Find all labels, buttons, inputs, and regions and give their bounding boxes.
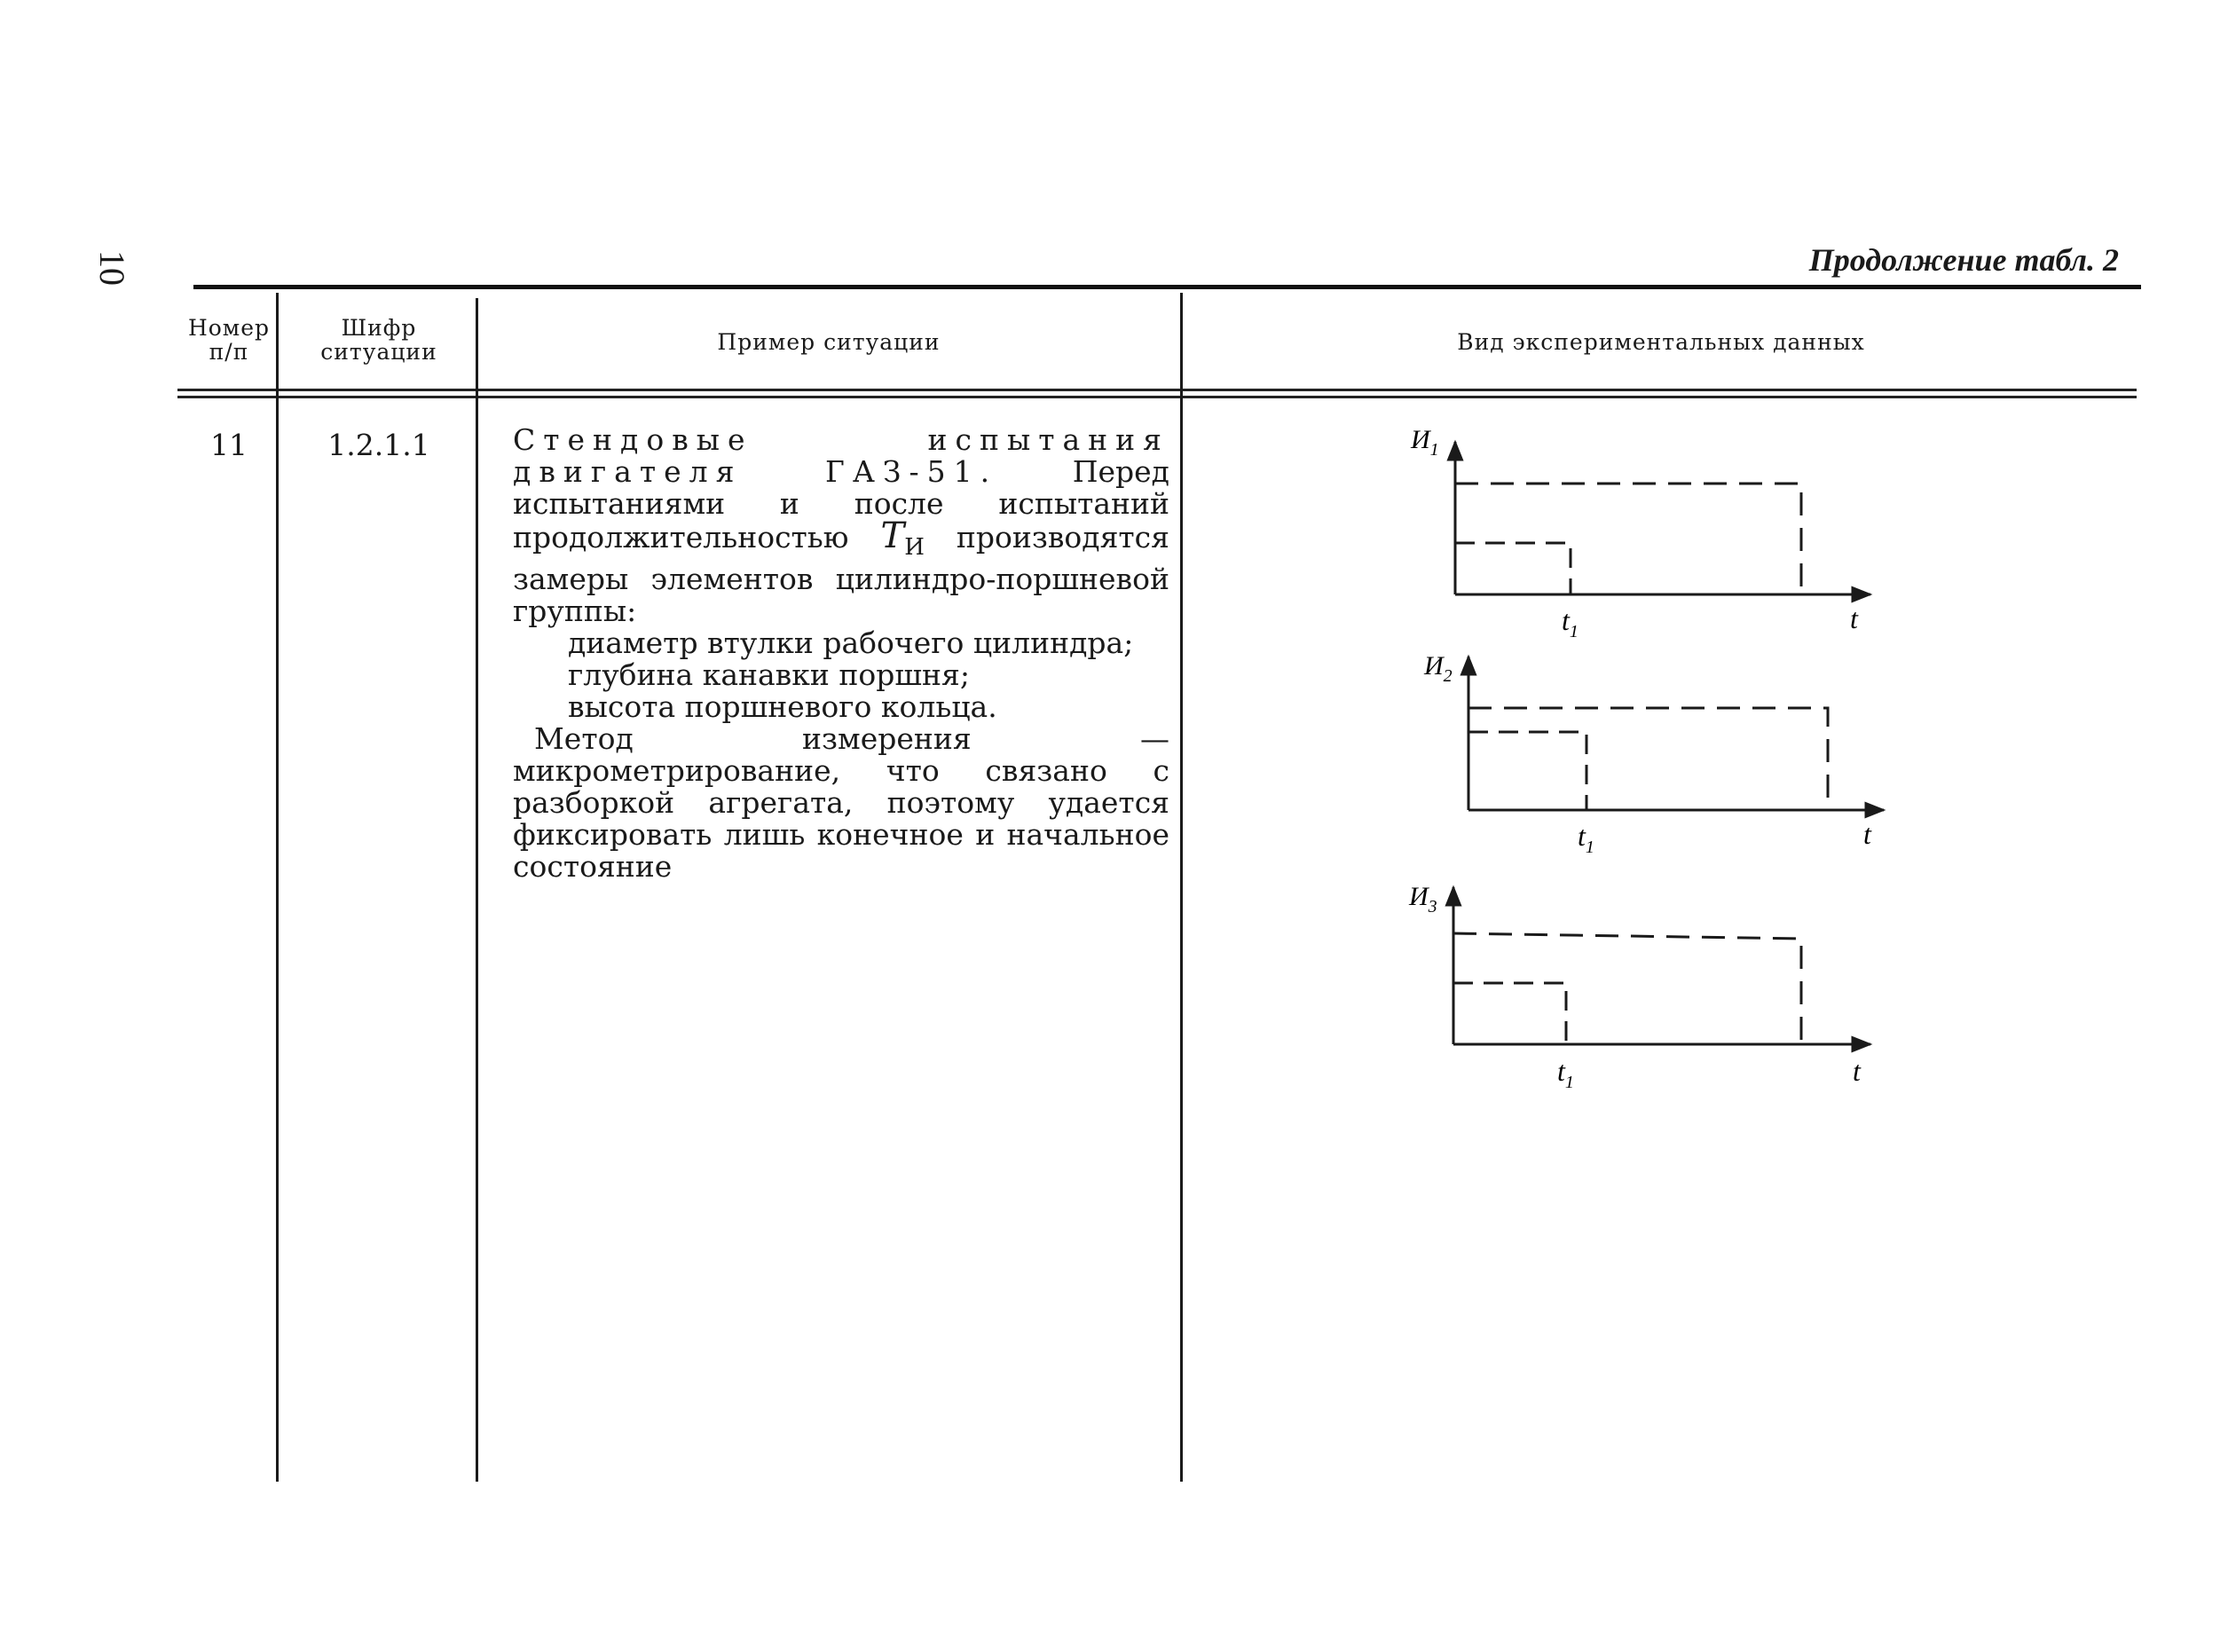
experimental-data-diagrams [1384, 417, 1917, 1091]
chart-1 [1410, 425, 1870, 641]
header-number [182, 316, 276, 364]
column-divider-1 [276, 293, 279, 1482]
chart-3-x-label: t [1853, 1055, 1861, 1087]
chart-2-x-label: t [1863, 818, 1871, 850]
list-item: глубина канавки поршня; [568, 657, 970, 692]
continuation-label: Продолжение табл. 2 [1808, 242, 2119, 278]
table-top-rule [193, 285, 2141, 289]
chart-1-initial-state-line [1455, 543, 1571, 594]
header-bottom-rule [177, 389, 2137, 391]
header-code-line1: Шифр [341, 315, 417, 341]
chart-2 [1423, 651, 1884, 857]
row-code: 1.2.1.1 [327, 428, 430, 462]
situation-title: Стендовые испытания двигателя ГАЗ-51. [513, 422, 1169, 489]
duration-symbol-subscript: И [904, 534, 925, 561]
header-code [284, 316, 474, 364]
header-data-type: Вид экспериментальных данных [1457, 329, 1865, 355]
method-paragraph: Метод измерения — микрометрирование, что связано с разборкой агрегата, поэтому удается фиксировать лишь конечное и начальное состояние [513, 721, 1169, 884]
header-number-line2: п/п [209, 339, 249, 365]
list-item: высота поршневого кольца. [568, 689, 997, 724]
duration-symbol-main: T [880, 515, 905, 556]
situation-intro-b: производятся замеры элементов цилиндро-поршневой группы: [513, 520, 1169, 628]
column-divider-2 [476, 298, 478, 1482]
chart-2-initial-state-line [1468, 732, 1586, 810]
chart-3-initial-state-line [1453, 983, 1566, 1044]
chart-3-y-label: $И_3$ [1409, 882, 1437, 916]
chart-1-marker-label: $t_1$ [1562, 604, 1579, 641]
chart-2-marker-label: $t_1$ [1578, 820, 1594, 857]
chart-3-final-state-line [1453, 933, 1801, 1044]
chart-2-final-state-line [1468, 708, 1828, 810]
header-number-line1: Номер [187, 315, 271, 341]
header-example: Пример ситуации [717, 329, 941, 355]
page-number: 10 [92, 250, 132, 286]
header-code-line2: ситуации [320, 339, 437, 365]
chart-3-marker-label: $t_1$ [1557, 1055, 1574, 1091]
chart-1-final-state-line [1455, 484, 1801, 594]
row-number: 11 [210, 428, 248, 462]
list-item: диаметр втулки рабочего цилиндра; [568, 625, 1134, 660]
column-divider-3 [1180, 293, 1183, 1482]
chart-1-x-label: t [1850, 602, 1858, 634]
situation-description [513, 424, 1169, 883]
situation-intro-a: Перед испытаниями и после испытаний продолжительностью [513, 454, 1169, 555]
duration-symbol [880, 515, 925, 561]
header-bottom-rule-double [177, 396, 2137, 398]
chart-2-y-label: $И_2$ [1424, 651, 1453, 686]
chart-3 [1408, 882, 1870, 1091]
chart-1-y-label: $И_1$ [1411, 425, 1439, 460]
